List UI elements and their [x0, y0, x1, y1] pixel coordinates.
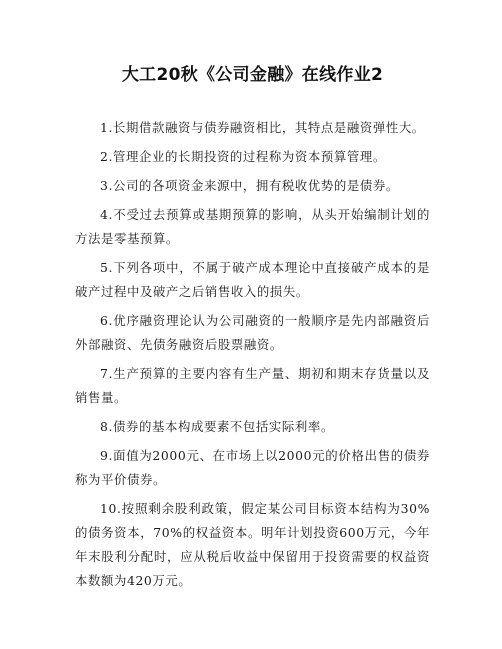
question-item-4: 4.不受过去预算或基期预算的影响，从头开始编制计划的方法是零基预算。	[75, 207, 430, 246]
question-item-7: 7.生产预算的主要内容有生产量、期初和期末存货量以及销售量。	[75, 366, 430, 405]
question-item-8: 8.债券的基本构成要素不包括实际利率。	[100, 419, 334, 434]
question-item-1: 1.长期借款融资与债券融资相比，其特点是融资弹性大。	[100, 120, 425, 135]
question-item-5: 5.下列各项中，不属于破产成本理论中直接破产成本的是破产过程中及破产之后销售收入的损失。	[75, 260, 430, 299]
document-title: 大工20秋《公司金融》在线作业2	[121, 65, 384, 85]
question-item-6: 6.优序融资理论认为公司融资的一般顺序是先内部融资后外部融资、先债务融资后股票融资。	[75, 313, 430, 352]
question-list	[75, 116, 430, 593]
question-item-9: 9.面值为2000元、在市场上以2000元的价格出售的债券称为平价债券。	[75, 448, 430, 487]
question-item-2: 2.管理企业的长期投资的过程称为资本预算管理。	[100, 149, 386, 164]
question-item-3: 3.公司的各项资金来源中，拥有税收优势的是债券。	[100, 178, 399, 193]
question-item-10: 10.按照剩余股利政策，假定某公司目标资本结构为30%的债务资本，70%的权益资本。明年计划投资600万元，今年年末股利分配时，应从税后收益中保留用于投资需要的权益资本数额为420万元。	[75, 501, 430, 588]
